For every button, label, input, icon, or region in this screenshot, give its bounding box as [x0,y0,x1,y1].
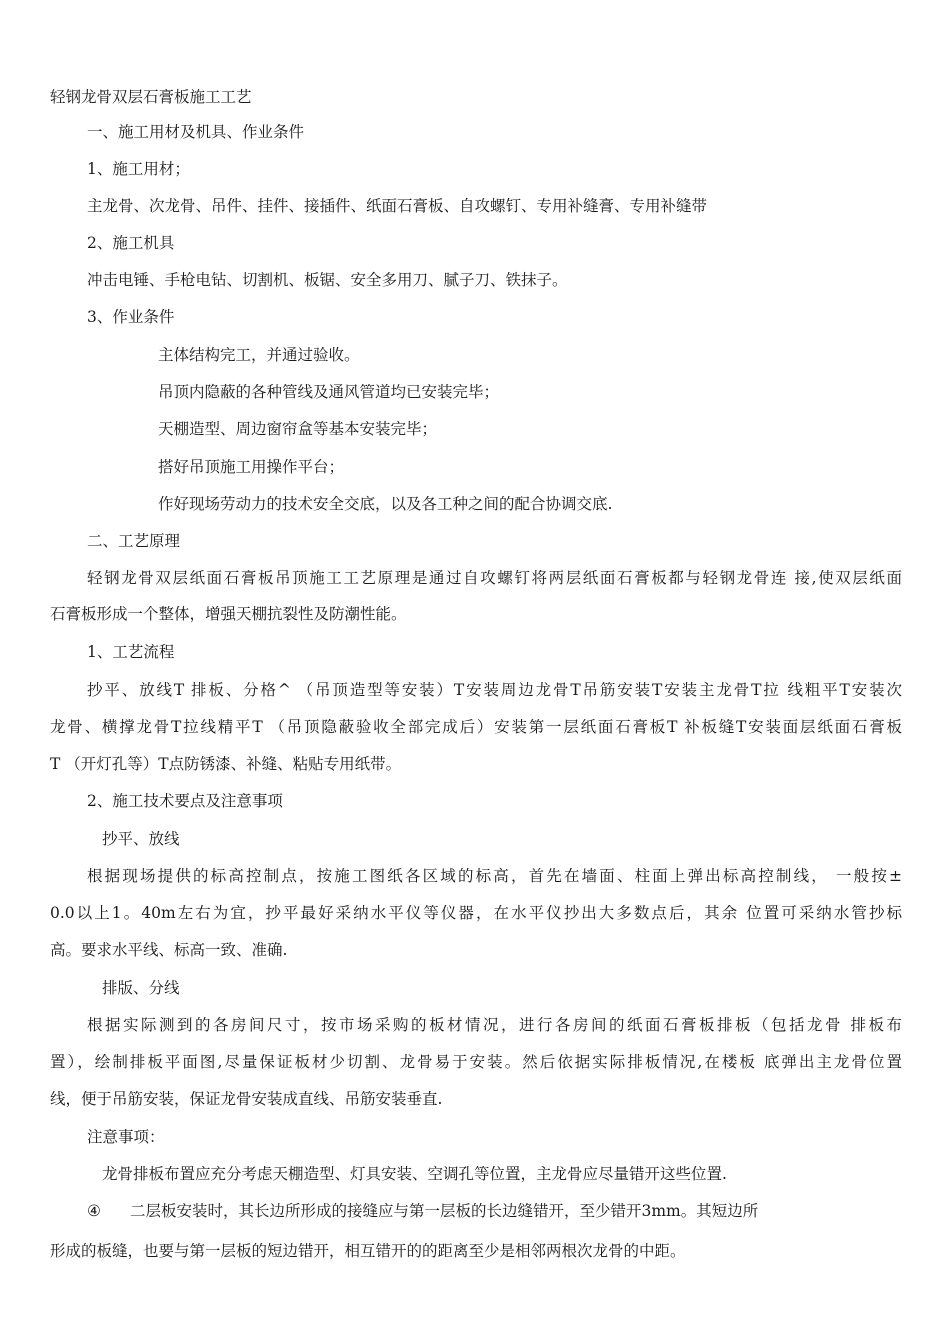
minor-heading: 排版、分线 [102,979,180,997]
document-title: 轻钢龙骨双层石膏板施工工艺 [50,88,252,106]
section-heading: 一、施工用材及机具、作业条件 [87,123,305,141]
list-item: 搭好吊顶施工用操作平台； [158,458,345,476]
paragraph-line: 根据实际测到的各房间尺寸，按市场采购的板材情况，进行各房间的纸面石膏板排板（包括龙骨 排板布 [87,1016,902,1034]
paragraph-line: 主龙骨、次龙骨、吊件、挂件、接插件、纸面石膏板、自攻螺钉、专用补缝膏、专用补缝带 [87,197,708,215]
subsection-heading: 1、工艺流程 [87,643,175,661]
paragraph-line: 0.0以上1。40m左右为宜，抄平最好采纳水平仪等仪器，在水平仪抄出大多数点后，其余 位置可采纳水管抄标 [50,904,902,922]
paragraph-line: 冲击电锤、手枪电钻、切割机、板锯、安全多用刀、腻子刀、铁抹子。 [87,271,568,289]
minor-heading: 抄平、放线 [102,830,180,848]
paragraph-line: 石膏板形成一个整体，增强天棚抗裂性及防潮性能。 [50,605,407,623]
paragraph-line: 龙骨、横撑龙骨T拉线精平T （吊顶隐蔽验收全部完成后）安装第一层纸面石膏板T 补板缝T安装面层纸面石膏板 [50,718,902,736]
paragraph-line: 形成的板缝，也要与第一层板的短边错开，相互错开的的距离至少是相邻两根次龙骨的中距。 [50,1242,686,1260]
list-item: 吊顶内隐蔽的各种管线及通风管道均已安装完毕； [158,383,500,401]
list-item: 作好现场劳动力的技术安全交底，以及各工种之间的配合协调交底. [158,495,613,513]
paragraph-line: 抄平、放线T 排板、分格^ （吊顶造型等安装）T安装周边龙骨T吊筋安装T安装主龙骨T拉 线粗平T安装次 [87,681,902,699]
paragraph-line: 置），绘制排板平面图,尽量保证板材少切割、龙骨易于安装。然后依据实际排板情况,在楼板 底弹出主龙骨位置 [50,1053,902,1071]
subsection-heading: 2、施工技术要点及注意事项 [87,792,283,810]
section-heading: 二、工艺原理 [87,532,181,550]
paragraph-line: 轻钢龙骨双层纸面石膏板吊顶施工工艺原理是通过自攻螺钉将两层纸面石膏板都与轻钢龙骨连 接,使双层纸面 [87,569,902,587]
list-item: 主体结构完工，并通过验收。 [158,346,360,364]
circled-number-marker: ④ [87,1202,101,1220]
paragraph-line: 根据现场提供的标高控制点，按施工图纸各区域的标高，首先在墙面、柱面上弹出标高控制线， 一般按± [87,867,902,885]
paragraph-line: T （开灯孔等）T点防锈漆、补缝、粘贴专用纸带。 [50,755,402,773]
paragraph-line: 龙骨排板布置应充分考虑天棚造型、灯具安装、空调孔等位置，主龙骨应尽量错开这些位置. [102,1165,727,1183]
subsection-heading: 3、作业条件 [87,308,175,326]
subsection-heading: 2、施工机具 [87,234,175,252]
paragraph-line: 高。要求水平线、标高一致、准确. [50,941,288,959]
paragraph-line: 二层板安装时，其长边所形成的接缝应与第一层板的长边缝错开，至少错开3mm。其短边所 [130,1202,759,1220]
minor-heading: 注意事项： [87,1128,165,1146]
paragraph-line: 线，便于吊筋安装，保证龙骨安装成直线、吊筋安装垂直. [50,1090,443,1108]
subsection-heading: 1、施工用材； [87,160,190,178]
list-item: 天棚造型、周边窗帘盒等基本安装完毕； [158,420,438,438]
